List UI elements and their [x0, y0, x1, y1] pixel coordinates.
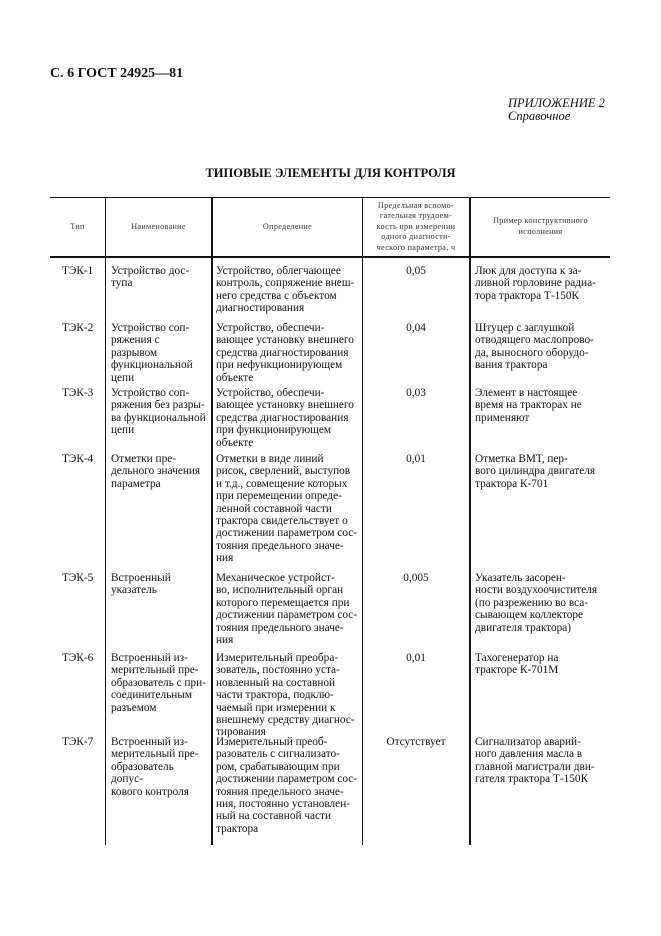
name-cell: Встроенный из- мерительный пре- образователь допус- кового контроля: [111, 736, 199, 798]
example-cell: Отметка ВМТ, пер- вого цилиндра двигателя трактора К-701: [475, 453, 596, 490]
appendix-number: ПРИЛОЖЕНИЕ 2: [508, 96, 605, 110]
type-cell: ТЭК-4: [62, 453, 94, 465]
definition-cell: Отметки в виде линий рисок, сверлений, выступов и т.д., совмещение которых при перемещении опреде- ленной составной части трактора свидетельствует о достижении параметром сос- тояния предельного значе- ния: [216, 453, 358, 565]
labor-value-cell: 0,01: [406, 453, 426, 465]
column-header-definition: Определение: [262, 221, 313, 231]
type-cell: ТЭК-7: [62, 736, 94, 748]
column-divider: [211, 197, 213, 845]
definition-cell: Устройство, обеспечи- вающее установку внешнего средства диагностирования при функционирующем объекте: [216, 387, 354, 449]
name-cell: Устройство дос- тупа: [111, 265, 190, 290]
definition-cell: Устройство, обеспечи- вающее установку внешнего средства диагностирования при нефункционирующем объекте: [216, 322, 354, 384]
example-cell: Люк для доступа к за- ливной горловине радиа- тора трактора Т-150К: [475, 265, 596, 302]
column-header-example: Пример конструктивного исполнения: [493, 216, 588, 236]
name-cell: Встроенный указатель: [111, 572, 171, 597]
name-cell: Устройство соп- ряжения с разрывом функциональной цепи: [111, 322, 193, 384]
column-header-name: Наименование: [131, 221, 186, 231]
type-cell: ТЭК-6: [62, 652, 94, 664]
example-cell: Указатель засорен- ности воздухоочистителя (по разрежению во вса- сывающем коллекторе двигателя трактора): [475, 572, 598, 634]
labor-value-cell: 0,03: [406, 387, 426, 399]
type-cell: ТЭК-5: [62, 572, 94, 584]
column-header-labor: Предельная вспомо- гательная трудоем- кость при измерении одного диагности- ческого параметра, ч: [376, 200, 456, 252]
labor-value-cell: 0,005: [403, 572, 429, 584]
type-cell: ТЭК-2: [62, 322, 94, 334]
labor-value-cell: 0,01: [406, 652, 426, 664]
example-cell: Тахогенератор на тракторе К-701М: [475, 652, 559, 677]
example-cell: Элемент в настоящее время на тракторах не применяют: [475, 387, 582, 424]
type-cell: ТЭК-1: [62, 265, 94, 277]
name-cell: Отметки пре- дельного значения параметра: [111, 453, 201, 490]
definition-cell: Механическое устройст- во, исполнительный орган которого перемещается при достижении параметром сос- тояния предельного значе- ния: [216, 572, 358, 647]
appendix-type: Справочное: [508, 109, 571, 123]
example-cell: Штуцер с заглушкой отводящего маслопрово- да, выносного оборудо- вания трактора: [475, 322, 594, 372]
labor-value-cell: Отсутствует: [386, 736, 446, 748]
definition-cell: Измерительный преоб- разователь с сигнализато- ром, срабатывающим при достижении параметром сос- тояния предельного значе- ния, постоянно установлен- ный на составной части трактора: [216, 736, 358, 835]
name-cell: Устройство соп- ряжения без разры- ва функциональной цепи: [111, 387, 206, 437]
document-title: ТИПОВЫЕ ЭЛЕМЕНТЫ ДЛЯ КОНТРОЛЯ: [205, 166, 456, 180]
column-header-type: Тип: [70, 221, 85, 231]
appendix-label: [508, 97, 605, 123]
column-divider: [105, 197, 106, 845]
labor-value-cell: 0,05: [406, 265, 426, 277]
definition-cell: Измерительный преобра- зователь, постоянно уста- новленный на составной части трактора, подклю- чаемый при измерении к внешнему средству диагнос- тирования: [216, 652, 355, 739]
definition-cell: Устройство, облегчающее контроль, сопряжение внеш- него средства с объектом диагностирования: [216, 265, 355, 315]
page-label: С. 6 ГОСТ 24925—81: [50, 66, 184, 81]
type-cell: ТЭК-3: [62, 387, 94, 399]
labor-value-cell: 0,04: [406, 322, 426, 334]
example-cell: Сигнализатор аварий- ного давления масла в главной магистрали дви- гателя трактора Т-150К: [475, 736, 595, 786]
name-cell: Встроенный из- мерительный пре- образователь с при- соединительным разъемом: [111, 652, 206, 714]
